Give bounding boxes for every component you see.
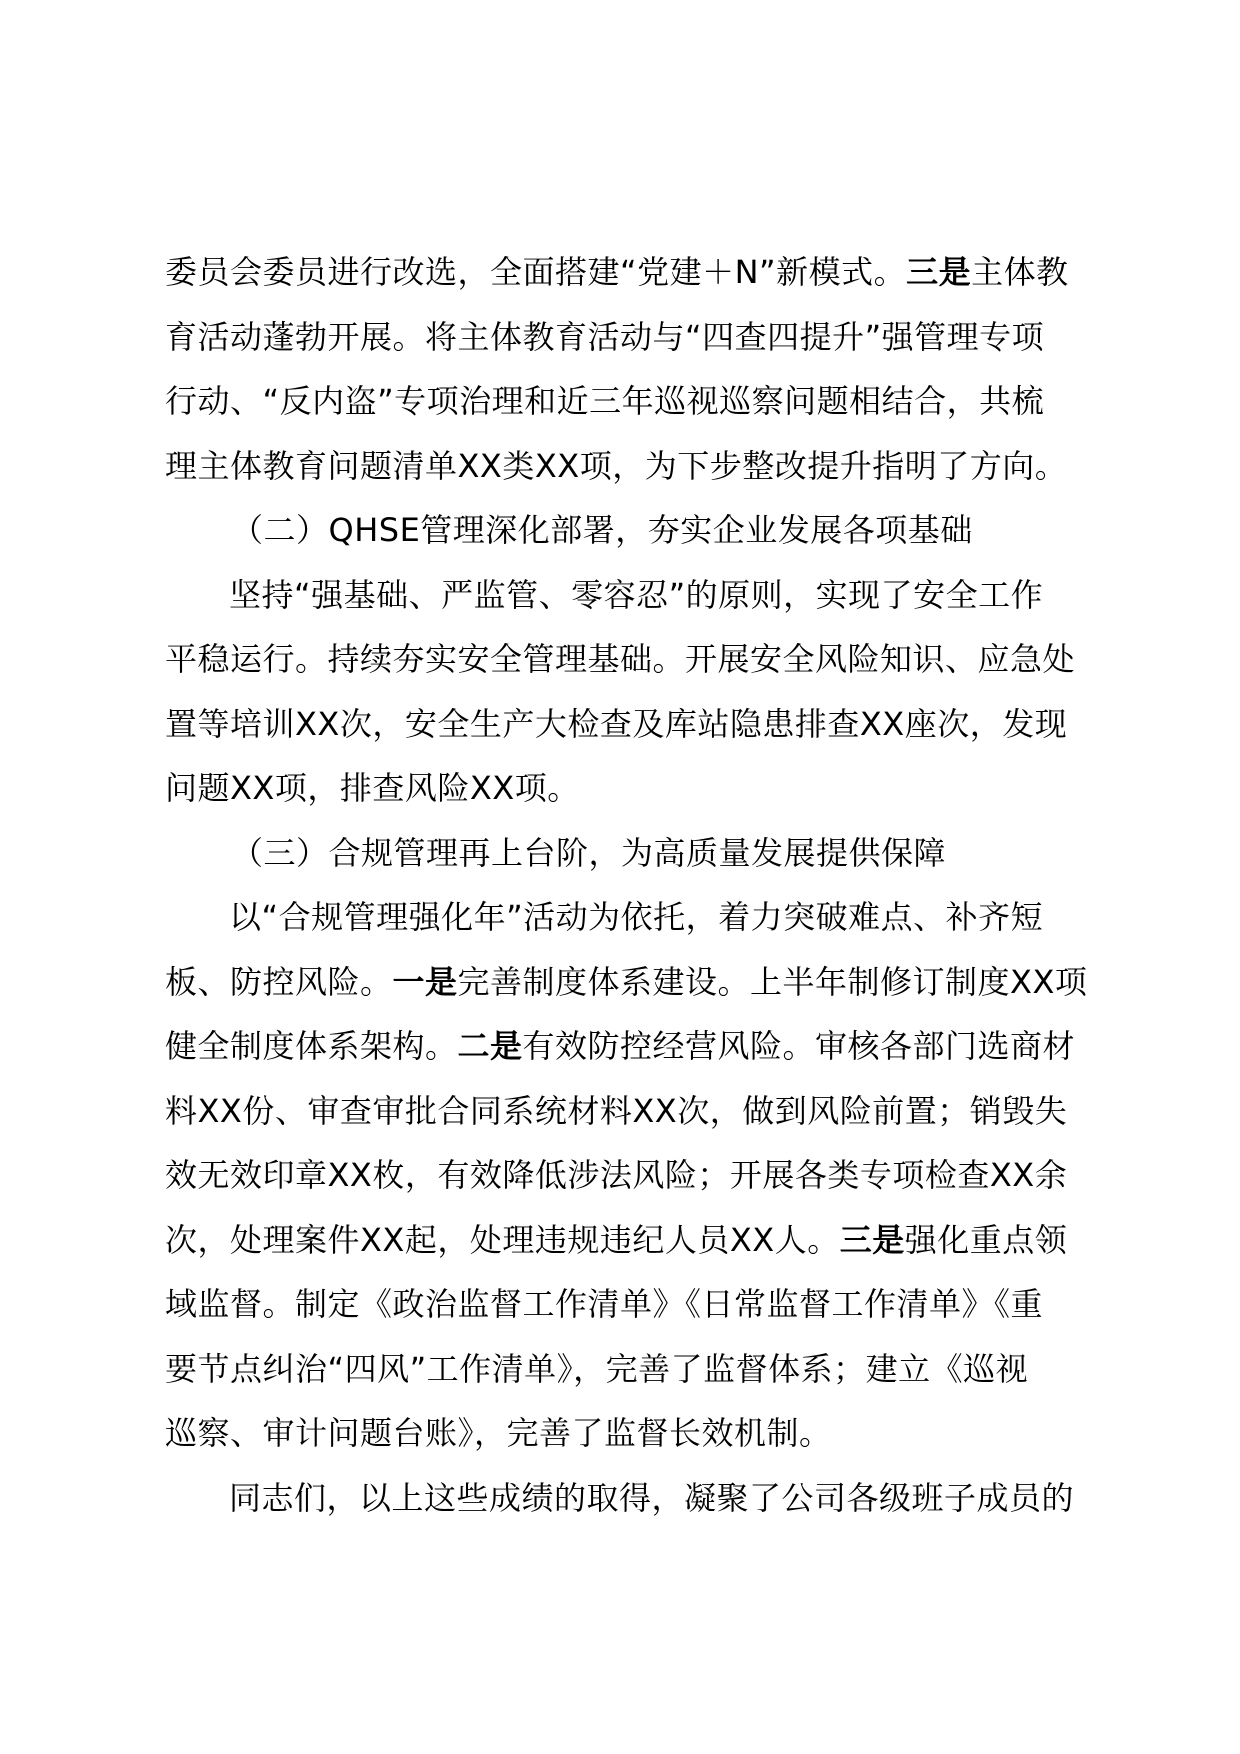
text-run: 委员会委员进行改选，全面搭建“党建＋N”新模式。 bbox=[165, 253, 907, 291]
text-line bbox=[165, 1401, 1105, 1466]
text-run: 强化重点领 bbox=[904, 1220, 1068, 1259]
text-run: 料XX份、审查审批合同系统材料XX次，做到风险前置；销毁失 bbox=[165, 1091, 1068, 1130]
text-line bbox=[165, 885, 1105, 950]
text-run: 置等培训XX次，安全生产大检查及库站隐患排查XX座次，发现 bbox=[165, 704, 1068, 743]
text-run: 完善制度体系建设。上半年制修订制度XX项 bbox=[457, 962, 1088, 1001]
text-run: 坚持“强基础、严监管、零容忍”的原则，实现了安全工作 bbox=[229, 575, 1044, 614]
text-run: 健全制度体系架构。 bbox=[165, 1027, 458, 1065]
text-line bbox=[165, 240, 1105, 305]
text-run: 板、防控风险。 bbox=[165, 962, 393, 1001]
text-line bbox=[165, 756, 1105, 821]
text-run: 平稳运行。持续夯实安全管理基础。开展安全风险知识、应急处 bbox=[165, 640, 1076, 678]
bold-marker: 二是 bbox=[457, 1027, 523, 1065]
bold-marker: 三是 bbox=[839, 1220, 905, 1259]
text-line bbox=[165, 1272, 1105, 1337]
section-heading bbox=[165, 821, 1105, 886]
text-line bbox=[165, 434, 1105, 499]
text-line bbox=[165, 1014, 1105, 1079]
text-line bbox=[165, 563, 1105, 628]
text-run: （三）合规管理再上台阶，为高质量发展提供保障 bbox=[231, 833, 947, 872]
text-line bbox=[165, 1143, 1105, 1208]
section-heading bbox=[165, 498, 1105, 563]
text-run: 以“合规管理强化年”活动为依托，着力突破难点、补齐短 bbox=[229, 898, 1044, 936]
text-run: 效无效印章XX枚，有效降低涉法风险；开展各类专项检查XX余 bbox=[165, 1156, 1068, 1194]
text-run: 问题XX项，排查风险XX项。 bbox=[165, 769, 580, 807]
text-run: 同志们，以上这些成绩的取得，凝聚了公司各级班子成员的 bbox=[229, 1478, 1075, 1517]
text-run: 主体教 bbox=[971, 253, 1069, 291]
text-line bbox=[165, 305, 1105, 370]
text-line bbox=[165, 1079, 1105, 1144]
text-line bbox=[165, 369, 1105, 434]
bold-marker: 三是 bbox=[906, 253, 972, 291]
text-run: 行动、“反内盗”专项治理和近三年巡视巡察问题相结合，共梳 bbox=[165, 382, 1045, 420]
document-body bbox=[165, 240, 1105, 1530]
text-run: 理主体教育问题清单XX类XX项，为下步整改提升指明了方向。 bbox=[165, 446, 1068, 485]
text-line bbox=[165, 1337, 1105, 1402]
text-line bbox=[165, 692, 1105, 757]
text-line bbox=[165, 1208, 1105, 1273]
text-run: 要节点纠治“四风”工作清单》，完善了监督体系；建立《巡视 bbox=[165, 1349, 1029, 1388]
text-run: 有效防控经营风险。审核各部门选商材 bbox=[522, 1027, 1076, 1065]
text-run: 巡察、审计问题台账》，完善了监督长效机制。 bbox=[165, 1414, 832, 1452]
text-line bbox=[165, 627, 1105, 692]
bold-marker: 一是 bbox=[392, 962, 458, 1001]
text-run: （二）QHSE管理深化部署，夯实企业发展各项基础 bbox=[231, 511, 973, 549]
text-line bbox=[165, 950, 1105, 1015]
text-line bbox=[165, 1466, 1105, 1531]
text-run: 育活动蓬勃开展。将主体教育活动与“四查四提升”强管理专项 bbox=[165, 317, 1045, 356]
text-run: 域监督。制定《政治监督工作清单》《日常监督工作清单》《重 bbox=[165, 1285, 1044, 1323]
text-run: 次，处理案件XX起，处理违规违纪人员XX人。 bbox=[165, 1220, 840, 1259]
